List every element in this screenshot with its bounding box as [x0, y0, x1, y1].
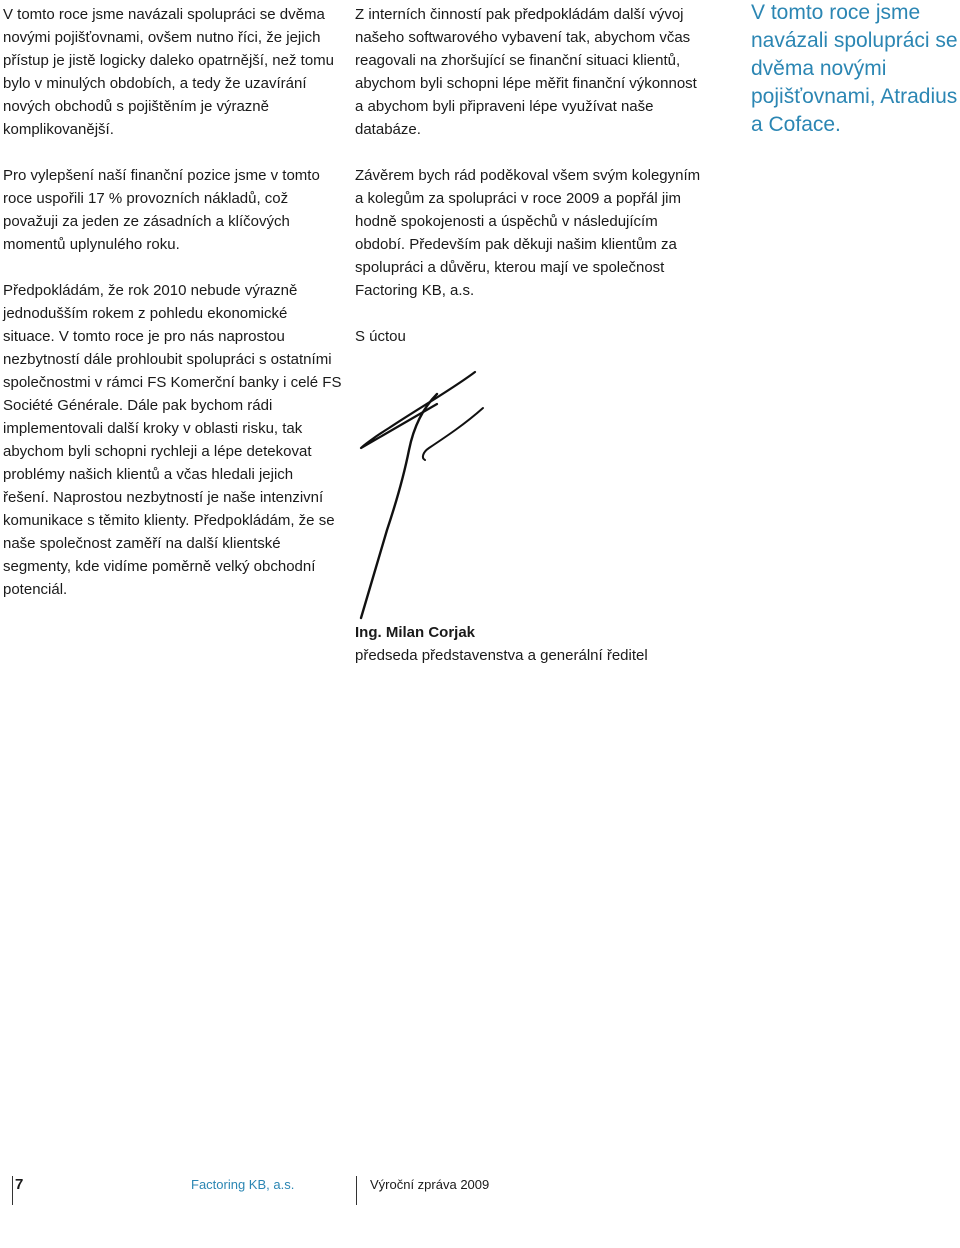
left-paragraph-3: Předpokládám, že rok 2010 nebude výrazně jednodušším rokem z pohledu ekonomické situace. V tomto roce je pro nás naprostou nezbytností dále prohloubit spolupráci s ostatními společnostmi v rámci FS Komerční banky i celé FS Société Générale. Dále pak bychom rádi implementovali další kroky v oblasti risku, tak abychom byli schopni rychleji a lépe detekovat problémy našich klientů a včas hledali jejich řešení. Naprostou nezbytností je naše intenzivní komunikace s těmito klienty. Předpokládám, že se naše společnost zaměří na další klientské segmenty, kde vidíme poměrně velký obchodní potenciál.	[3, 282, 342, 598]
footer-report-title: Výroční zpráva 2009	[370, 1177, 490, 1192]
signature-image	[355, 368, 495, 620]
middle-column	[355, 3, 705, 348]
page-number: 7	[15, 1176, 24, 1193]
signer-name: Ing. Milan Corjak	[355, 624, 476, 641]
middle-paragraph-2: Závěrem bych rád poděkoval všem svým kolegyním a kolegům za spolupráci v roce 2009 a popřál jim hodně spokojenosti a úspěchů v následujícím období. Především pak děkuji našim klientům za spolupráci a důvěru, kterou mají ve společnost Factoring KB, a.s.	[355, 167, 701, 299]
pull-quote: V tomto roce jsme navázali spolupráci se dvěma novými pojišťovnami, Atradius a Coface.	[751, 1, 958, 136]
right-column	[751, 0, 960, 139]
middle-paragraph-1: Z interních činností pak předpokládám další vývoj našeho softwarového vybavení tak, abychom včas reagovali na zhoršující se finanční situaci klientů, abychom byli schopni lépe měřit finanční výkonnost a abychom byli připraveni lépe využívat naše databáze.	[355, 6, 697, 138]
left-paragraph-2: Pro vylepšení naší finanční pozice jsme v tomto roce uspořili 17 % provozních nákladů, což považuji za jeden ze zásadních a klíčových momentů uplynulého roku.	[3, 167, 320, 253]
footer-divider-middle	[356, 1176, 357, 1205]
footer-company-name: Factoring KB, a.s.	[191, 1177, 295, 1192]
closing-salutation: S úctou	[355, 328, 406, 345]
left-column	[3, 3, 343, 601]
signer-title: předseda představenstva a generální ředitel	[355, 647, 648, 664]
left-paragraph-1: V tomto roce jsme navázali spolupráci se dvěma novými pojišťovnami, ovšem nutno říci, že jejich přístup je jistě logicky daleko opatrnější, než tomu bylo v minulých obdobích, a tedy že uzavírání nových obchodů s pojištěním je výrazně komplikovanější.	[3, 6, 335, 138]
footer-divider-left	[12, 1176, 13, 1205]
